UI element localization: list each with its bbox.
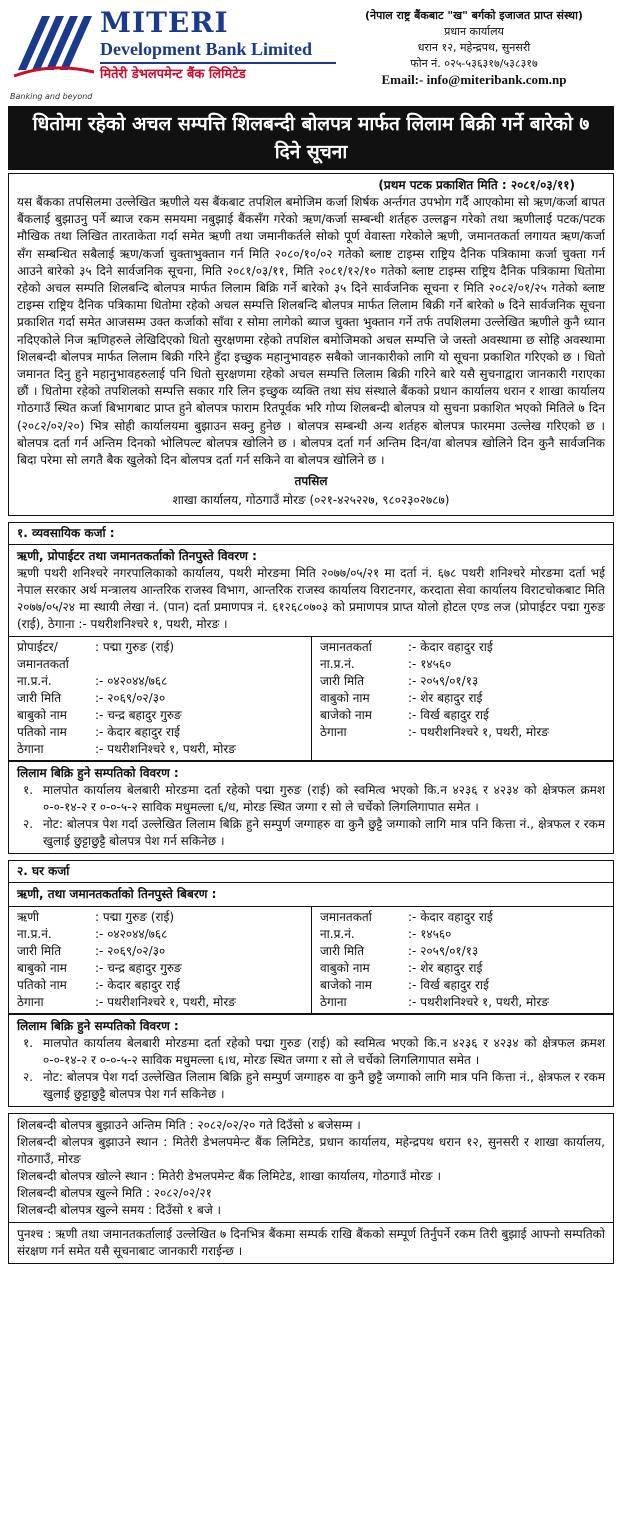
tender-label: शिलबन्दी बोलपत्र खुल्ने समय :	[17, 1203, 156, 1218]
field-value: :- पथरीशनिश्चरे १, पथरी, मोरङ	[408, 995, 549, 1010]
section-2-genealogy-table	[8, 907, 614, 1014]
field-label: बाजेको नाम	[320, 978, 372, 993]
tender-label: शिलबन्दी बोलपत्र बुझाउने अन्तिम मिति :	[17, 1118, 198, 1133]
table-row	[17, 673, 303, 690]
table-row	[320, 690, 605, 707]
table-row	[320, 960, 605, 977]
field-label: पतिको नाम	[17, 978, 67, 993]
field-value: :- पथरीशनिश्चरे १, पथरी, मोरङ	[95, 742, 236, 757]
guarantor-column	[311, 637, 613, 760]
field-label: जमानतकर्ता	[320, 910, 372, 925]
postscript: पुनश्च : ऋणी तथा जमानतकर्तालाई उल्लेखित ७ दिनभित्र बैंकमा सम्पर्क राखि बैंकको सम्पूर्ण तिर्नुपर्ने रकम तिरी बुझाई आफ्नो सम्पतिको संरक्षण गर्न समेत यसै सूचनाबाट जानकारी गराईन्छ ।	[8, 1223, 614, 1264]
field-value: :- २०६९/०२/३०	[95, 944, 166, 959]
phone: फोन नं. ०२५-५३६३१७/५३८३१७	[410, 57, 538, 70]
field-label: जमानतकर्ता	[320, 640, 372, 655]
field-label: ना.प्र.नं.	[320, 657, 355, 672]
field-value: :- केदार वहादुर राई	[408, 910, 493, 925]
field-label: ठेगाना	[320, 995, 347, 1010]
table-row	[17, 977, 303, 994]
table-row	[320, 707, 605, 724]
field-label: जारी मिति	[17, 944, 62, 959]
item-number: १.	[23, 783, 34, 798]
contact-block	[338, 8, 610, 88]
tender-row	[17, 1185, 605, 1202]
notice-title: धितोमा रहेको अचल सम्पत्ति शिलबन्दी बोलपत्र मार्फत लिलाम बिक्री गर्ने बारेको ७ दिने सूचना	[8, 106, 614, 170]
header	[8, 4, 614, 104]
list-item	[17, 1069, 605, 1103]
tender-schedule	[8, 1113, 614, 1223]
table-row	[320, 673, 605, 690]
tender-row	[17, 1117, 605, 1134]
address: धरान १२, महेन्द्रपथ, सुनसरी	[417, 41, 531, 54]
field-label: ना.प्र.नं.	[320, 927, 355, 942]
tender-row	[17, 1168, 605, 1185]
bank-name: MITERI	[100, 6, 229, 39]
field-value: :- केदार बहादुर राई	[95, 978, 180, 993]
field-value: :- चन्द्र बहादुर गुरुङ	[95, 708, 182, 723]
property-heading: लिलाम बिक्रि हुने सम्पतिको विवरण :	[17, 1019, 179, 1034]
field-value: : पद्मा गुरुङ (राई)	[95, 640, 175, 655]
tender-value: २०८२/०२/२१	[153, 1186, 212, 1201]
guarantor-column	[311, 907, 613, 1013]
field-value: :- विर्ख बहादुर राई	[408, 708, 489, 723]
tender-value: दिउँसो १ बजे ।	[155, 1203, 222, 1218]
table-row	[320, 909, 605, 926]
schedule-heading: तपसिल	[294, 474, 328, 489]
field-label: जारी मिति	[17, 691, 62, 706]
bank-logo-icon	[12, 6, 96, 86]
item-text: नोट: बोलपत्र पेश गर्दा उल्लेखित लिलाम बिक्रि हुने सम्पुर्ण जग्गाहरु वा कुनै छुट्टै जग्गाको लागि मात्र पनि कित्ता नं., क्षेत्रफल र रकम खुलाई छुट्टाछुट्टै बोलपत्र पेश गर्न सकिनेछ ।	[43, 1070, 605, 1102]
field-value: :- पथरीशनिश्चरे १, पथरी, मोरङ	[408, 725, 549, 740]
section-2-title: २. घर कर्जा	[8, 860, 614, 882]
list-item	[17, 782, 605, 816]
tender-label: शिलबन्दी बोलपत्र खुल्ने मिति :	[17, 1186, 154, 1201]
item-text: मालपोत कार्यालय बेलबारी मोरङमा दर्ता रहेको पद्मा गुरुङ (राई) को स्वमित्व भएको कि.न ४२३६ र ४२३४ को क्षेत्रफल क्रमश ०-०-१४-२ र ०-०-५-२ साविक मधुमल्ला ६।ध, मोरङ स्थित जग्गा र सो ले चर्चेको लिगलिगापात समेत ।	[43, 1036, 605, 1068]
publish-date: (प्रथम पटक प्रकाशित मिति : २०८१/०३/११)	[378, 178, 575, 192]
section-1-genealogy-table	[8, 637, 614, 761]
field-label: बाबुको नाम	[17, 708, 67, 723]
bank-title	[100, 8, 336, 85]
field-label: ठेगाना	[17, 995, 44, 1010]
field-label: वाबुको नाम	[320, 961, 370, 976]
table-row	[17, 724, 303, 741]
table-row	[17, 960, 303, 977]
tender-value: मितेरी डेभलपमेन्ट बैंक लिमिटेड, शाखा कार्यालय, गोठगाउँ मोरङ ।	[158, 1169, 442, 1184]
property-list	[17, 782, 605, 850]
tender-value: २०८२/०२/२० गते दिउँसो ४ बजेसम्म ।	[197, 1118, 361, 1133]
head-office-label: प्रधान कार्यालय	[444, 25, 504, 38]
notice-body: यस बैंकका तपसिलमा उल्लेखित ऋणीले यस बैंकबाट तपशिल बमोजिम कर्जा शिर्षक अर्न्तगत उपभोग गर्दै आएकोमा सो ऋण/कर्जा बापत बैंकलाई बुझाउनु पर्ने ब्याज रकम समयमा नबुझाई बैंकसँग गरेको ऋण/कर्जा सम्बन्धी शर्तहरु उल्लङ्घन गरेको तथा ऋणीलाई पटक/पटक मौखिक तथा लिखित तारताकेता गर्दा समेत ऋणी तथा जमानीकर्तले सोको पूर्ण वेवास्ता गरेकोले ऋणी, जमानतकर्ता लगायत ऋण/कर्जा सँग सम्बन्धित सबैलाई ऋण/कर्जा चुक्ताभुक्तान गर्न मिति २०८०/१०/०२ गतेको ब्लाष्ट टाइम्स राष्ट्रिय दैनिक पत्रिकामा कर्जा चुक्ता गर्न आउने बारेको ३५ दिने सार्वजनिक सूचना, मिति २०८१/०३/११, मिति २०८१/१२/१० गतेको ब्लाष्ट टाइम्स राष्ट्रिय दैनिक पत्रिकामा धितोमा रहेको अचल सम्पति शिलबन्दि बोलपत्र मार्फत लिलाम बिक्रि गर्ने बारेको ३५ दिने सार्वजनिक सूचना र मिति २०८२/०१/२५ गतेको ब्लाष्ट टाइम्स राष्ट्रिय दैनिक पत्रिकामा धितोमा रहेको अचल सम्पत्ति शिलबन्दि बोलपत्र मार्फत लिलाम बिक्री गर्ने बारेको ७ दिने सार्वजनिक सूचना प्रकाशित गर्दा समेत आजसम्म उक्त कर्जाको साँवा र सोमा लागेको ब्याज चुक्ता भुक्तान गर्ने तर्फ तपशिलमा उल्लेखित ऋणीले कुनै ध्यान नदिएकोले निज ऋणिहरुले लेखिदिएको धितो सुरक्षणमा रहेको तपशिल बमोजिमको अचल सम्पत्ति जे जस्तो अवस्थामा छ सोहि अवस्थामा शिलबन्दी बोलपत्र मार्फत लिलाम बिक्री गरिने हुँदा इच्छुक महानुभावहरु सबैको जानकारीको लागि यो सूचना प्रकाशित गरिएको छ । धितो जमानत दिनु हुने महानुभावहरुलाई पनि धितो सुरक्षणमा रहेको अचल सम्पत्ति लिलाम बिक्री गरिने बारे यसै सुचनाद्वारा जानकारी गराएका छौं । धितोमा रहेको तपशिलको सम्पत्ति सकार गरि लिन इच्छुक व्यक्ति तथा संघ संस्थाले बैंकको प्रधान कार्यालय धरान र शाखा कार्यालय गोठगाउँ स्थित कर्जा बिभागबाट प्राप्त हुने बोलपत्र फाराम रितपूर्वक भरि गोप्य शिलबन्दी बोलपत्र यो सुचना प्रकाशित भएको मितिले ७ दिन (२०८२/०२/२०) भित्र सोही कार्यालयमा बुझाउन सक्नु हुनेछ । बोलपत्र सम्बन्धी अन्य शर्तहरु बोलपत्र फारममा उल्लेख गरिएको छ । बोलपत्र दर्ता गर्न अन्तिम दिनको भोलिपल्ट बोलपत्र खोलिने छ । बोलपत्र दर्ता गर्न अन्तिम दिन/वा बोलपत्र खोलिने दिन कुनै सार्वजनिक बिदा परेमा सो लगतै बैक खुलेको दिन बोलपत्र दर्ता गर्न सकिने वा बोलपत्र खोलिने छ ।	[17, 195, 605, 468]
field-label: ऋणी	[17, 910, 40, 925]
table-row	[17, 741, 303, 758]
tender-label: शिलबन्दी बोलपत्र बुझाउने स्थान :	[17, 1135, 173, 1150]
section-2-heading-box	[8, 882, 614, 907]
table-row	[17, 909, 303, 926]
table-row	[17, 690, 303, 707]
item-text: नोट: बोलपत्र पेश गर्दा उल्लेखित लिलाम बिक्रि हुने सम्पुर्ण जग्गाहरु वा कुनै छुट्टै जग्गाको लागि मात्र पनि कित्ता नं., क्षेत्रफल र रकम खुलाई छुट्टाछुट्टै बोलपत्र पेश गर्न सकिनेछ ।	[43, 817, 605, 849]
section-1-property-details	[8, 761, 614, 854]
section-1-heading: ऋणी, प्रोपाईटर तथा जमानतकर्ताको तिनपुस्ते विवरण :	[17, 549, 257, 564]
branch-office: शाखा कार्यालय, गोठगाउँ मोरङ (०२१-४२५२२७, ९८०२३०२७८७)	[172, 493, 450, 508]
tender-row	[17, 1202, 605, 1219]
bank-subtitle: Development Bank Limited	[100, 39, 313, 59]
field-value: :- केदार वहादुर राई	[408, 640, 493, 655]
item-number: २.	[23, 817, 34, 832]
bank-name-nepali: मितेरी डेभलपमेन्ट बैंक लिमिटेड	[100, 62, 336, 85]
table-row	[320, 943, 605, 960]
property-list	[17, 1035, 605, 1103]
table-row	[320, 639, 605, 656]
field-value: :- १४५६०	[408, 657, 452, 672]
field-label: बाजेको नाम	[320, 708, 372, 723]
table-row	[17, 707, 303, 724]
section-2-property-details	[8, 1014, 614, 1107]
email: Email:- info@miteribank.com.np	[381, 72, 567, 87]
section-2-heading: ऋणी, तथा जमानतकर्ताको तिनपुस्ते बिबरण :	[17, 887, 217, 902]
license-text: (नेपाल राष्ट्र बैंकबाट "ख" बर्गको इजाजत प्राप्त संस्था)	[365, 9, 583, 22]
list-item	[17, 816, 605, 850]
field-value: :- शेर बहादुर राई	[408, 961, 483, 976]
table-row	[320, 926, 605, 943]
field-label: ठेगाना	[17, 742, 44, 757]
field-label: वाबुको नाम	[320, 691, 370, 706]
proprietor-column	[9, 637, 311, 760]
table-row	[17, 943, 303, 960]
field-value: :- शेर बहादुर राई	[408, 691, 483, 706]
tagline: Banking and beyond	[10, 92, 93, 101]
field-label: बाबुको नाम	[17, 961, 67, 976]
field-value: :- २०६९/०२/३०	[95, 691, 166, 706]
table-row	[17, 926, 303, 943]
field-value: :- ०४२०४४/७६८	[95, 674, 168, 689]
field-value: :- पथरीशनिश्चरे १, पथरी, मोरङ	[95, 995, 236, 1010]
field-value: :- चन्द्र बहादुर गुरुङ	[95, 961, 182, 976]
notice-body-box	[8, 173, 614, 516]
field-label: जारी मिति	[320, 674, 365, 689]
table-row	[320, 977, 605, 994]
item-number: २.	[23, 1070, 34, 1085]
table-row	[17, 994, 303, 1011]
field-value: : पद्मा गुरुङ (राई)	[95, 910, 175, 925]
section-1-title: १. व्यवसायिक कर्जा :	[8, 522, 614, 544]
field-value: :- केदार बहादुर राई	[95, 725, 180, 740]
borrower-column	[9, 907, 311, 1013]
table-row	[320, 724, 605, 741]
field-value: :- विर्ख बहादुर राई	[408, 978, 489, 993]
field-label: ना.प्र.नं.	[17, 674, 52, 689]
field-label: प्रोपाईटर/जमानतकर्ता	[17, 640, 69, 672]
tender-label: शिलबन्दी बोलपत्र खोल्ने स्थान :	[17, 1169, 159, 1184]
item-text: मालपोत कार्यालय बेलबारी मोरङमा दर्ता रहेको पद्मा गुरुङ (राई) को स्वमित्व भएको कि.न ४२३६ र ४२३४ को क्षेत्रफल क्रमश ०-०-१४-२ र ०-०-५-२ साविक मधुमल्ला ६/ध, मोरङ स्थित जग्गा र सो ले चर्चेको लिगलिगापात समेत ।	[43, 783, 605, 815]
table-row	[320, 994, 605, 1011]
field-value: :- २०५९/०१/१३	[408, 674, 479, 689]
table-row	[320, 656, 605, 673]
list-item	[17, 1035, 605, 1069]
tender-row	[17, 1134, 605, 1168]
section-1-borrower-details	[8, 544, 614, 637]
table-row	[17, 639, 303, 673]
property-heading: लिलाम बिक्रि हुने सम्पतिको विवरण :	[17, 766, 179, 781]
field-label: पतिको नाम	[17, 725, 67, 740]
field-value: :- ०४२०४४/७६८	[95, 927, 168, 942]
field-label: ना.प्र.नं.	[17, 927, 52, 942]
tender-value: मितेरी डेभलपमेन्ट बैंक लिमिटेड, प्रधान कार्यालय, महेन्द्रपथ धरान १२, सुनसरी र शाखा कार्यालय, गोठगाउँ, मोरङ	[17, 1135, 605, 1167]
field-value: :- २०५९/०१/१३	[408, 944, 479, 959]
item-number: १.	[23, 1036, 34, 1051]
field-value: :- १४५६०	[408, 927, 452, 942]
section-1-description: ऋणी पथरी शनिश्चरे नगरपालिकाको कार्यालय, पथरी मोरङमा मिति २०७७/०५/२१ मा दर्ता नं. ६७८ पथरी शनिश्चरे मोरङमा दर्ता भई नेपाल सरकार अर्थ मन्त्रालय आन्तरिक राजस्व विभाग, आन्तरिक राजस्व कार्यालय विराटनगर, करदाता सेवा कार्यालय विराटचोकबाट मिति २०७७/०५/२४ मा स्थायी लेखा नं. (पान) दर्ता प्रमाणपत्र नं. ६१२६८०७०३ को प्रमाणपत्र प्राप्त योलो होटल एण्ड लज (प्रोपाईटर पद्मा गुरुङ (राई), ठेगाना :- पथरीशनिश्चरे १, पथरी, मोरङ ।	[17, 566, 605, 632]
field-label: ठेगाना	[320, 725, 347, 740]
field-label: जारी मिति	[320, 944, 365, 959]
